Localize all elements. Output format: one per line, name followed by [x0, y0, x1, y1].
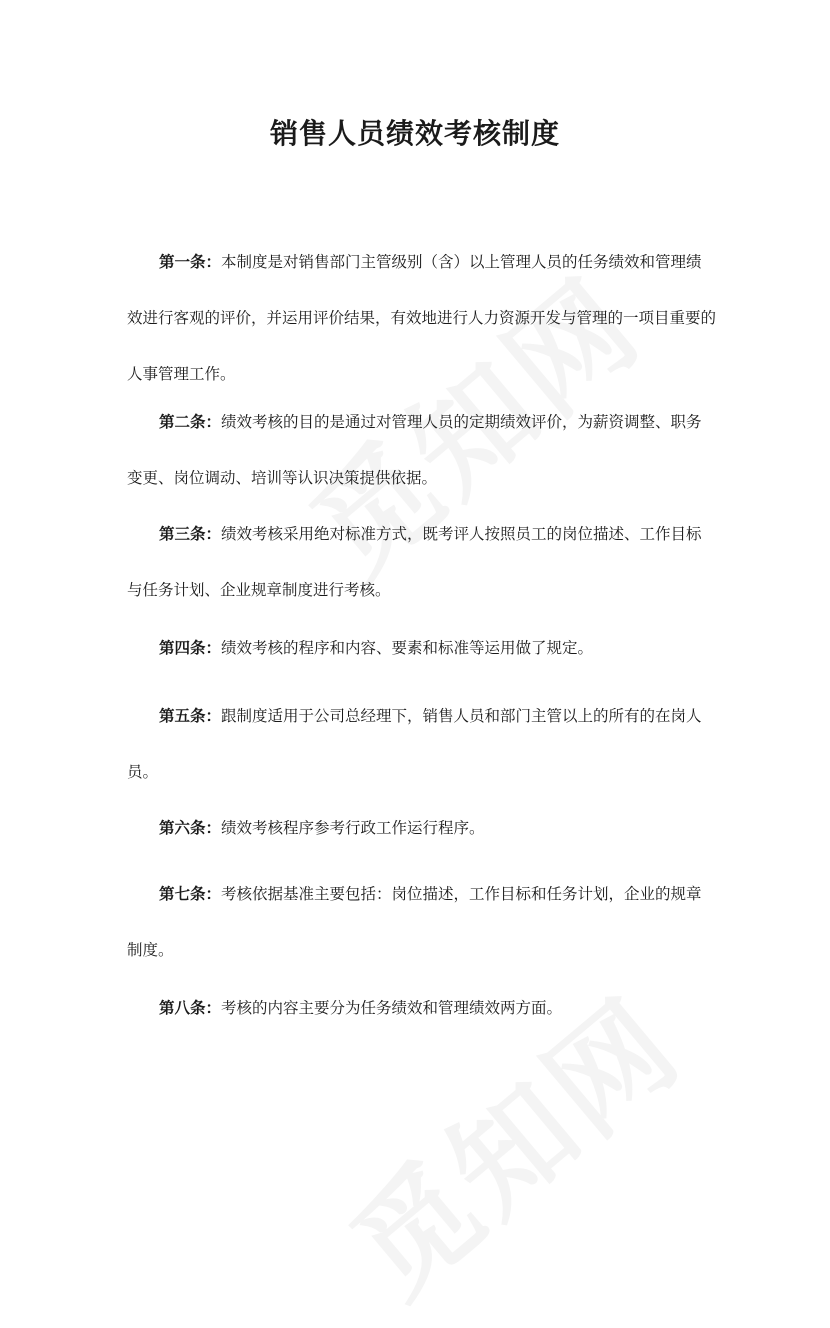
- document-title: 销售人员绩效考核制度: [269, 117, 560, 150]
- article-1: [127, 234, 717, 402]
- article-6-label: 第六条：: [159, 818, 222, 837]
- article-1-text: 本制度是对销售部门主管级别（含）以上管理人员的任务绩效和管理绩效进行客观的评价，并运用评价结果，有效地进行人力资源开发与管理的一项目重要的人事管理工作。: [127, 253, 717, 383]
- watermark-bottom: [310, 1003, 649, 1326]
- article-7-text: 考核依据基准主要包括：岗位描述，工作目标和任务计划，企业的规章制度。: [127, 885, 702, 959]
- article-2: [127, 394, 717, 506]
- article-3: [127, 506, 717, 618]
- article-7-label: 第七条：: [159, 884, 222, 903]
- article-2-label: 第二条：: [159, 412, 222, 431]
- article-4-label: 第四条：: [159, 638, 222, 657]
- article-3-text: 绩效考核采用绝对标准方式，既考评人按照员工的岗位描述、工作目标与任务计划、企业规章制度进行考核。: [127, 525, 702, 599]
- article-8-label: 第八条：: [159, 998, 222, 1017]
- article-8: [127, 980, 717, 1036]
- article-6-text: 绩效考核程序参考行政工作运行程序。: [221, 819, 485, 837]
- article-5: [127, 688, 717, 800]
- article-4-text: 绩效考核的程序和内容、要素和标准等运用做了规定。: [221, 639, 594, 657]
- article-1-label: 第一条：: [159, 252, 222, 271]
- article-8-text: 考核的内容主要分为任务绩效和管理绩效两方面。: [221, 999, 563, 1017]
- article-2-text: 绩效考核的目的是通过对管理人员的定期绩效评价，为薪资调整、职务变更、岗位调动、培训等认识决策提供依据。: [127, 413, 702, 487]
- article-5-label: 第五条：: [159, 706, 222, 725]
- article-5-text: 跟制度适用于公司总经理下，销售人员和部门主管以上的所有的在岗人员。: [127, 707, 702, 781]
- article-6: [127, 800, 717, 856]
- article-7: [127, 866, 717, 978]
- article-3-label: 第三条：: [159, 524, 222, 543]
- article-4: [127, 620, 717, 676]
